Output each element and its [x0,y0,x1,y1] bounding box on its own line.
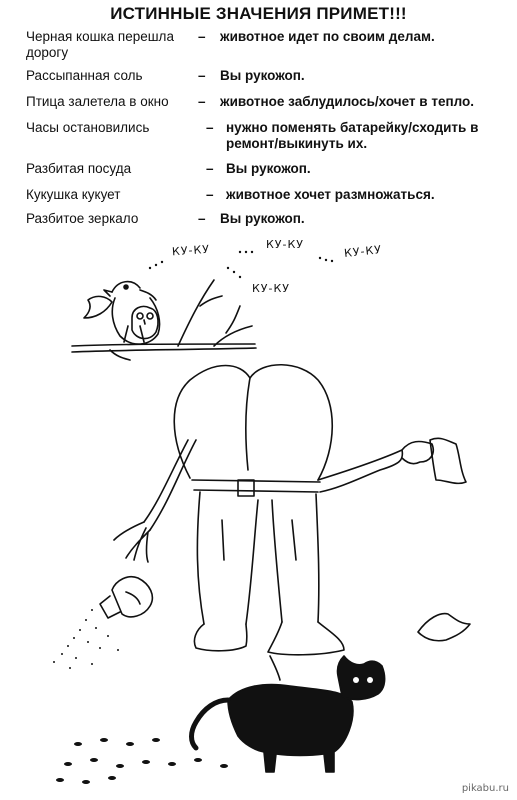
dash: – [198,68,206,83]
meaning-text: нужно поменять батарейку/сходить в ремонт/выкинуть их. [226,120,479,151]
branch [72,280,256,360]
footprints [56,738,228,784]
cuckoo-call-text: КУ-КУ [252,282,290,295]
omen-text: Часы остановились [26,120,150,135]
dash: – [198,211,206,226]
salt-shaker [100,577,152,618]
omen-text: Кукушка кукует [26,187,121,202]
broken-shard [418,614,470,641]
omen-text: Черная кошка перешла дорогу [26,29,174,60]
meaning-text: животное идет по своим делам. [220,29,435,44]
omen-text: Птица залетела в окно [26,94,169,109]
meaning-text: Вы рукожоп. [220,68,305,83]
dash: – [206,120,214,135]
call-dots [149,251,333,278]
dash: – [198,29,206,44]
cuckoo-call-text: КУ-КУ [343,243,383,260]
dash: – [206,187,214,202]
watermark: pikabu.ru [461,783,509,794]
page-title: ИСТИННЫЕ ЗНАЧЕНИЯ ПРИМЕТ!!! [110,4,407,23]
cuckoo-call-text: КУ-КУ [171,242,211,259]
omen-text: Рассыпанная соль [26,68,143,83]
meaning-text: животное заблудилось/хочет в тепло. [220,94,475,109]
black-cat [192,656,385,772]
bird-owl [132,306,158,338]
meaning-text: Вы рукожоп. [220,211,305,226]
dash: – [198,94,206,109]
meaning-text: животное хочет размножаться. [226,187,435,202]
omen-text: Разбитая посуда [26,161,132,176]
cuckoo-call-text: КУ-КУ [266,238,304,251]
omen-text: Разбитое зеркало [26,211,139,226]
dash: – [206,161,214,176]
person-figure [114,365,466,680]
meaning-text: Вы рукожоп. [226,161,311,176]
